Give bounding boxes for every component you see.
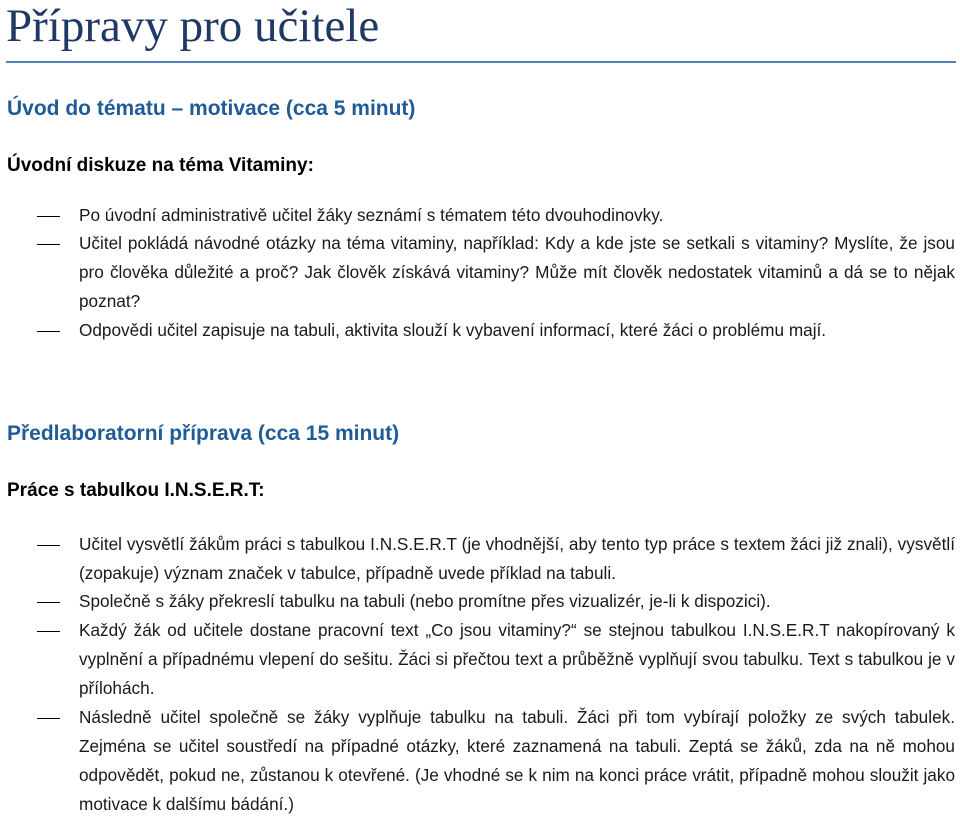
dash-bullet bbox=[37, 718, 60, 719]
dash-bullet bbox=[37, 602, 60, 603]
list-item-text: Učitel pokládá návodné otázky na téma vitaminy, například: Kdy a kde jste se setkali s vitaminy? Myslíte, že jsou pro člověka důležité a proč? Jak člověk získává vitaminy? Může mít člověk nedostatek vitaminů a dá se to nějak poznat? bbox=[79, 233, 955, 311]
list-item-text: Odpovědi učitel zapisuje na tabuli, aktivita slouží k vybavení informací, které žáci o problému mají. bbox=[79, 320, 827, 340]
list-item bbox=[0, 616, 960, 703]
title-underline bbox=[6, 61, 956, 63]
list-item bbox=[0, 587, 960, 616]
prelab-list bbox=[0, 530, 960, 819]
section-heading-prelab: Předlaboratorní příprava (cca 15 minut) bbox=[7, 422, 400, 445]
subheading-insert-table: Práce s tabulkou I.N.S.E.R.T: bbox=[7, 480, 265, 501]
list-item-text: Společně s žáky překreslí tabulku na tabuli (nebo promítne přes vizualizér, je-li k dispozici). bbox=[79, 591, 771, 611]
list-item-text: Každý žák od učitele dostane pracovní text „Co jsou vitaminy?“ se stejnou tabulkou I.N.S.E.R.T nakopírovaný k vyplnění a případnému vlepení do sešitu. Žáci si přečtou text a průběžně vyplňují svou tabulku. Text s tabulkou je v přílohách. bbox=[79, 620, 955, 698]
dash-bullet bbox=[37, 545, 60, 546]
dash-bullet bbox=[37, 216, 60, 217]
dash-bullet bbox=[37, 244, 60, 245]
dash-bullet bbox=[37, 631, 60, 632]
list-item-text: Učitel vysvětlí žákům práci s tabulkou I.N.S.E.R.T (je vhodnější, aby tento typ práce s textem žáci již znali), vysvětlí (zopakuje) význam značek v tabulce, případně uvede příklad na tabuli. bbox=[79, 534, 955, 583]
list-item bbox=[0, 201, 960, 229]
list-item bbox=[0, 229, 960, 316]
list-item bbox=[0, 530, 960, 587]
section-heading-intro: Úvod do tématu – motivace (cca 5 minut) bbox=[7, 97, 416, 120]
page-title: Přípravy pro učitele bbox=[6, 0, 380, 52]
list-item-text: Následně učitel společně se žáky vyplňuje tabulku na tabuli. Žáci při tom vybírají položky ze svých tabulek. Zejména se učitel soustředí na případné otázky, které zaznamená na tabuli. Zeptá se žáků, zda na ně mohou odpovědět, pokud ne, zůstanou k otevřené. (Je vhodné se k nim na konci práce vrátit, případně mohou sloužit jako motivace k dalšímu bádání.) bbox=[79, 707, 955, 814]
list-item bbox=[0, 703, 960, 819]
list-item bbox=[0, 316, 960, 374]
intro-list bbox=[0, 201, 960, 374]
dash-bullet bbox=[37, 331, 60, 332]
subheading-discussion: Úvodní diskuze na téma Vitaminy: bbox=[7, 155, 314, 176]
list-item-text: Po úvodní administrativě učitel žáky seznámí s tématem této dvouhodinovky. bbox=[79, 205, 664, 225]
